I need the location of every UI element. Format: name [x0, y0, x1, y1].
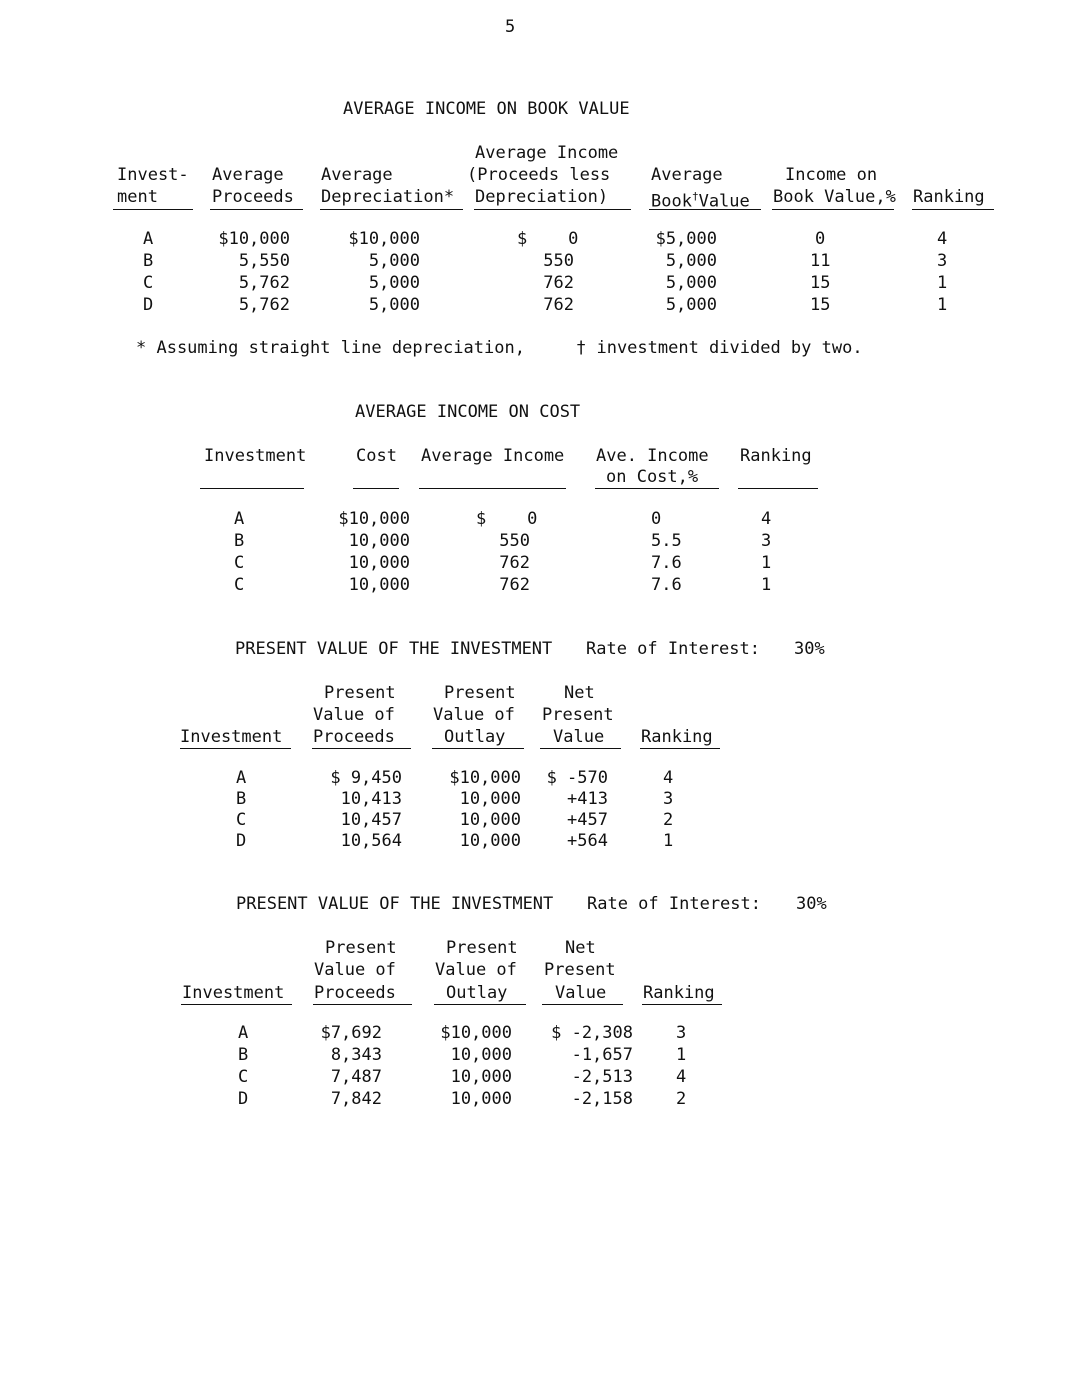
- table3-cell-pvo: 10,000: [459, 810, 521, 830]
- table1-cell-pct: 11: [810, 251, 831, 271]
- table4-cell-npv: -2,158: [571, 1089, 633, 1109]
- table3-header-pvo-line3: Outlay: [444, 727, 506, 747]
- table4-cell-rank: 3: [676, 1023, 687, 1043]
- table3-rate-label: Rate of Interest:: [586, 639, 760, 659]
- table3-rule-ranking: [640, 748, 720, 749]
- table4-header-npv-line1: Net: [565, 938, 596, 958]
- table1-header-investment-line2: ment: [117, 187, 158, 207]
- table2-rule-ranking: [738, 488, 818, 489]
- table1-cell-book: 5,000: [665, 251, 717, 271]
- table3-cell-pvo: 10,000: [459, 789, 521, 809]
- table3-header-pvp-line3: Proceeds: [313, 727, 395, 747]
- table1-cell-book: $5,000: [655, 229, 717, 249]
- table4-cell-inv: B: [238, 1045, 249, 1065]
- table4-header-pvp-line3: Proceeds: [314, 983, 396, 1003]
- table1-rule-income: [474, 209, 631, 210]
- table1-cell-inv: B: [143, 251, 154, 271]
- table1-cell-pct: 0: [815, 229, 826, 249]
- table3-header-investment: Investment: [180, 727, 283, 747]
- table1-footnote-star: * Assuming straight line depreciation,: [136, 338, 525, 358]
- table1-cell-book: 5,000: [665, 273, 717, 293]
- table3-header-pvp-line1: Present: [324, 683, 396, 703]
- table2-cell-pct: 7.6: [651, 575, 682, 595]
- table1-header-income-on-book-line1: Income on: [785, 165, 878, 185]
- table3-cell-inv: B: [236, 789, 247, 809]
- table2-cell-inv: B: [234, 531, 245, 551]
- table3-cell-npv: +457: [567, 810, 608, 830]
- table4-rule-ranking: [642, 1004, 722, 1005]
- table3-cell-rank: 4: [663, 768, 674, 788]
- table2-cell-income: 550: [499, 531, 530, 551]
- table2-header-cost: Cost: [356, 446, 397, 466]
- table1-header-avg-proceeds-line1: Average: [212, 165, 284, 185]
- table2-rule-cost: [353, 488, 399, 489]
- table2-cell-rank: 4: [761, 509, 772, 529]
- table4-cell-pvo: 10,000: [450, 1045, 512, 1065]
- table3-cell-rank: 2: [663, 810, 674, 830]
- table1-title: AVERAGE INCOME ON BOOK VALUE: [343, 99, 630, 119]
- table1-footnote-dagger: † investment divided by two.: [576, 338, 863, 358]
- table3-header-pvo-line2: Value of: [433, 705, 515, 725]
- table2-rule-investment: [200, 488, 304, 489]
- table3-header-ranking: Ranking: [641, 727, 713, 747]
- table1-header-ranking: Ranking: [913, 187, 985, 207]
- table1-rule-book: [649, 209, 761, 210]
- table1-cell-income: 762: [543, 273, 574, 293]
- table3-cell-npv: +413: [567, 789, 608, 809]
- table2-title: AVERAGE INCOME ON COST: [355, 402, 581, 422]
- table4-cell-pvp: 8,343: [330, 1045, 382, 1065]
- table1-cell-income: 762: [543, 295, 574, 315]
- table3-cell-pvo: $10,000: [449, 768, 521, 788]
- table4-header-pvo-line1: Present: [446, 938, 518, 958]
- table1-rule-depreciation: [320, 209, 463, 210]
- table1-header-avg-book-line1: Average: [651, 165, 723, 185]
- table4-header-pvo-line2: Value of: [435, 960, 517, 980]
- table1-cell-proceeds: $10,000: [218, 229, 290, 249]
- table2-rule-income: [419, 488, 566, 489]
- table4-cell-inv: D: [238, 1089, 249, 1109]
- table2-cell-cost: 10,000: [348, 575, 410, 595]
- table2-cell-rank: 1: [761, 575, 772, 595]
- table2-cell-pct: 7.6: [651, 553, 682, 573]
- table1-rule-investment: [113, 209, 193, 210]
- table4-cell-npv: -1,657: [571, 1045, 633, 1065]
- table2-cell-pct: 0: [651, 509, 662, 529]
- table4-cell-inv: C: [238, 1067, 249, 1087]
- table1-header-avg-depreciation-line2: Depreciation*: [321, 187, 455, 207]
- table4-cell-npv: $ -2,308: [551, 1023, 633, 1043]
- table1-rule-ranking: [912, 209, 994, 210]
- table1-cell-depreciation: 5,000: [368, 295, 420, 315]
- table3-cell-pvp: 10,564: [340, 831, 402, 851]
- table2-cell-cost: 10,000: [348, 553, 410, 573]
- table3-rule-pvp: [312, 748, 411, 749]
- table2-rule-pct: [595, 488, 719, 489]
- table1-header-investment-line1: Invest-: [117, 165, 189, 185]
- table4-header-pvp-line1: Present: [325, 938, 397, 958]
- table1-header-avg-proceeds-line2: Proceeds: [212, 187, 294, 207]
- table2-header-ranking: Ranking: [740, 446, 812, 466]
- table1-cell-proceeds: 5,550: [238, 251, 290, 271]
- table4-rule-pvo: [434, 1004, 526, 1005]
- table3-cell-rank: 1: [663, 831, 674, 851]
- table4-cell-pvp: 7,842: [330, 1089, 382, 1109]
- table1-cell-rank: 1: [937, 295, 948, 315]
- table4-rate-value: 30%: [796, 894, 827, 914]
- table3-cell-pvo: 10,000: [459, 831, 521, 851]
- table1-rule-income-on-book: [772, 209, 894, 210]
- table1-cell-income: 550: [543, 251, 574, 271]
- table3-cell-npv: +564: [567, 831, 608, 851]
- table4-title: PRESENT VALUE OF THE INVESTMENT: [236, 894, 554, 914]
- table4-cell-rank: 1: [676, 1045, 687, 1065]
- table4-header-pvo-line3: Outlay: [446, 983, 508, 1003]
- table1-cell-proceeds: 5,762: [238, 273, 290, 293]
- table3-cell-pvp: 10,457: [340, 810, 402, 830]
- table3-cell-npv: $ -570: [546, 768, 608, 788]
- table2-header-ave-income-line1: Ave. Income: [596, 446, 709, 466]
- table4-header-npv-line2: Present: [544, 960, 616, 980]
- table3-cell-pvp: $ 9,450: [330, 768, 402, 788]
- table1-header-income-on-book-line2: Book Value,%: [773, 187, 896, 207]
- table2-cell-rank: 3: [761, 531, 772, 551]
- table3-cell-inv: A: [236, 768, 247, 788]
- table2-header-investment: Investment: [204, 446, 307, 466]
- table4-cell-pvp: $7,692: [320, 1023, 382, 1043]
- table4-cell-rank: 2: [676, 1089, 687, 1109]
- table4-rate-label: Rate of Interest:: [587, 894, 761, 914]
- table4-cell-inv: A: [238, 1023, 249, 1043]
- table4-cell-pvo: 10,000: [450, 1089, 512, 1109]
- table1-cell-book: 5,000: [665, 295, 717, 315]
- table2-cell-rank: 1: [761, 553, 772, 573]
- table4-header-ranking: Ranking: [643, 983, 715, 1003]
- dagger-mark: †: [691, 190, 699, 203]
- table1-rule-proceeds: [210, 209, 303, 210]
- table1-cell-income: $ 0: [517, 229, 579, 249]
- table2-cell-pct: 5.5: [651, 531, 682, 551]
- table3-cell-inv: D: [236, 831, 247, 851]
- table1-cell-rank: 3: [937, 251, 948, 271]
- table3-header-pvo-line1: Present: [444, 683, 516, 703]
- table4-header-investment: Investment: [182, 983, 285, 1003]
- table1-header-avg-income-line3: Depreciation): [475, 187, 609, 207]
- table3-rule-npv: [540, 748, 621, 749]
- table4-cell-pvo: $10,000: [440, 1023, 512, 1043]
- table2-cell-income: 762: [499, 553, 530, 573]
- table2-header-avg-income: Average Income: [421, 446, 565, 466]
- page-number: 5: [505, 17, 516, 37]
- table3-header-npv-line3: Value: [553, 727, 605, 747]
- table1-header-value-word: Value: [698, 191, 750, 212]
- table3-title: PRESENT VALUE OF THE INVESTMENT: [235, 639, 553, 659]
- table3-rule-pvo: [432, 748, 524, 749]
- table1-header-book-word: Book: [651, 191, 692, 212]
- table1-header-avg-income-line1: Average Income: [475, 143, 619, 163]
- table1-cell-proceeds: 5,762: [238, 295, 290, 315]
- table2-cell-cost: $10,000: [338, 509, 410, 529]
- table3-header-pvp-line2: Value of: [313, 705, 395, 725]
- table4-cell-pvp: 7,487: [330, 1067, 382, 1087]
- table2-cell-cost: 10,000: [348, 531, 410, 551]
- table1-cell-pct: 15: [810, 295, 831, 315]
- table1-cell-rank: 4: [937, 229, 948, 249]
- table4-rule-investment: [181, 1004, 292, 1005]
- table1-header-avg-book-line2: [651, 187, 750, 212]
- table3-cell-inv: C: [236, 810, 247, 830]
- table1-cell-inv: D: [143, 295, 154, 315]
- table4-cell-npv: -2,513: [571, 1067, 633, 1087]
- table1-cell-inv: C: [143, 273, 154, 293]
- table2-cell-inv: A: [234, 509, 245, 529]
- table1-cell-inv: A: [143, 229, 154, 249]
- table4-rule-pvp: [313, 1004, 412, 1005]
- table1-cell-depreciation: 5,000: [368, 273, 420, 293]
- table4-rule-npv: [542, 1004, 623, 1005]
- table4-header-npv-line3: Value: [555, 983, 607, 1003]
- table3-header-npv-line2: Present: [542, 705, 614, 725]
- table3-header-npv-line1: Net: [564, 683, 595, 703]
- table4-cell-rank: 4: [676, 1067, 687, 1087]
- table1-cell-depreciation: $10,000: [348, 229, 420, 249]
- table3-rate-value: 30%: [794, 639, 825, 659]
- table4-cell-pvo: 10,000: [450, 1067, 512, 1087]
- table2-cell-income: 762: [499, 575, 530, 595]
- table2-cell-inv: C: [234, 575, 245, 595]
- table1-cell-pct: 15: [810, 273, 831, 293]
- table1-cell-rank: 1: [937, 273, 948, 293]
- table3-cell-rank: 3: [663, 789, 674, 809]
- table1-header-avg-depreciation-line1: Average: [321, 165, 393, 185]
- table1-cell-depreciation: 5,000: [368, 251, 420, 271]
- table1-header-avg-income-line2: (Proceeds less: [467, 165, 611, 185]
- table2-cell-inv: C: [234, 553, 245, 573]
- table2-cell-income: $ 0: [476, 509, 538, 529]
- table2-header-ave-income-line2: on Cost,%: [606, 467, 699, 487]
- table3-cell-pvp: 10,413: [340, 789, 402, 809]
- table4-header-pvp-line2: Value of: [314, 960, 396, 980]
- table3-rule-investment: [180, 748, 291, 749]
